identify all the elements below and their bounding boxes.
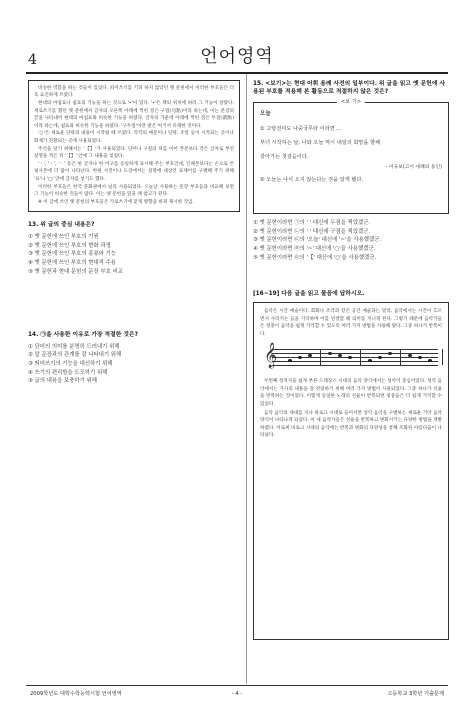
passage-paragraph: 두번째 성격지을 쉽게 부른 드레장스 시대의 음악 양식에서는 성악이 중심이었다. 성악 음악에서는 가사의 내용을 잘 전달하기 위해 여러 가지 방법이 사용되었다. 그중 하나가 선율을 반복하는 것이었다. 이렇게 동일한 노래의 선율이 반복되면 청중들은 더 쉽게 기억할 수 있었다. [260,379,442,408]
page-number: 4 [28,52,37,68]
question-15-title: 15. <보기>는 현대 어휘 용례 사전의 일부이다. 위 글을 읽고 옛 문헌에 사용된 부호를 적용해 본 활동으로 적절하지 않은 것은? [253,81,445,95]
option-item[interactable]: ④ 옛 문헌이라면 ㉣의 '~' 대신에 '○'을 사용했겠군. [253,246,376,253]
footer-rule [26,685,448,686]
footer-page-number: - 4 - [231,691,243,697]
left-column [28,80,240,386]
passage-paragraph: 이러한 부호들은 한국 문화권에서 널리 사용되었다. 오늘날 사용하는 문장 부호들과 비교해 보면 그 기능이 비슷한 것들이 많다. 이는 옛 문헌을 읽을 때 참고가 된다. [34,184,234,198]
page-title: 언어영역 [200,46,274,67]
option-item[interactable]: ④ 쓰기의 편리함을 도모하기 위해 [28,369,108,376]
passage-footnote: ※ 이 글에 쓰인 옛 문헌의 부호들은 가로쓰기에 맞게 방향을 바꿔 제시한 것임. [38,200,194,206]
option-item[interactable]: ① 옛 문헌이라면 ㉠의 ' ' 대신에 두점을 찍었겠군. [253,220,371,226]
question-13-title: 13. 위 글의 중심 내용은? [28,222,95,228]
option-item[interactable]: ③ 옛 문헌에 쓰인 부호의 종류와 기능 [28,251,117,258]
option-item[interactable]: ⑤ 옛 문헌과 현대 문헌의 문장 부호 비교 [28,268,123,275]
passage-paragraph: 음악은 시간 예술이다. 회화나 조각과 같은 공간 예술과는 달리, 음악에서는 시간이 흐르면서 사라지는 음을 기억하며 이를 연결할 때 의미를 지니게 된다. 그렇기 때문에 음악가들은 청중이 음악을 쉽게 기억할 수 있도록 여러 가지 방법을 사용해 왔다. 그중 하나가 반복이다. [260,308,442,337]
passage-paragraph: 현대의 마침표나 쉼표의 기능을 하는 것으로 '•'이 있다. '•'은 책의 위치에 따라 그 기능이 달랐다. 세로쓰기를 했던 옛 문헌에서 글자의 오른쪽 아래에 찍힌 점은 구점(句點)이라 하는데, 이는 문장의 끝을 나타내어 현대의 마침표와 비슷한 기능을 하였다. 글자의 가운데 아래에 찍힌 점은 두점(讀點)이라 하는데, 쉼표와 비슷한 기능을 하였다. '구두점'이란 말은 여기서 유래한 것이다. [34,101,234,129]
passage-paragraph: 주석을 달기 위해서는 '【】'가 사용되었다. 단어나 구절의 뒤를 이어 본문보다 작은 글자로 부연 설명을 적은 뒤 '【】' 안에 그 내용을 넣었다. [34,146,234,160]
footer-grade: 고등학교 3학년 기출문제 [387,691,444,697]
question-14-title: 14. ㉠을 사용한 이유로 가장 적절한 것은? [28,331,138,338]
section-16-19-title: [16~19] 다음 글을 읽고 물음에 답하시오. [253,290,365,297]
passage-paragraph: '○'은 새로운 단락의 내용이 시작될 때 쓰였다. 각각의 예문이나 단락, 조항 등이 시작되는 곳이나 화제가 전환되는 곳에 사용되었다. [34,131,234,144]
right-column [253,80,449,640]
column-divider [246,74,247,684]
option-item[interactable]: ⑤ 옛 문헌이라면 ㉤의 '【' 대신에 '○'을 사용했겠군. [253,254,377,261]
footer-exam-name: 2009학년도 대학수학능력시험 언어영역 [30,691,122,697]
question-13-options [28,233,240,277]
bogi-heading: 오늘 [260,111,271,117]
option-item[interactable]: ④ 옛 문헌에 쓰인 부호의 현대적 수용 [28,260,117,267]
option-item[interactable]: ⑤ 글의 내용을 보충하기 위해 [28,378,97,385]
bogi-note: - 이규보(고서 새해의 동인) [385,165,442,171]
header-rule [26,72,448,74]
passage-paragraph: 비슷한 역할을 하는 것들이 있었다. 띄어쓰기를 기피 하지 않았던 옛 문헌에서 이러한 부호들은 더욱 요긴하게 쓰였다. [34,86,234,99]
bogi-label: <보 기> [337,99,365,106]
option-item[interactable]: ③ 옛 문헌이라면 ㉢의 '오늘' 대신에 '~'을 사용했겠군. [253,237,382,244]
bogi-box [253,99,449,214]
option-item[interactable]: ② 옛 문헌이라면 ㉡의 ' ' 대신에 구점을 찍었겠군. [253,228,371,235]
music-staff [264,343,438,373]
passage-paragraph: 'ㆍ', 'ㆍ', 'ㆍ' 등은 한 글자나 한 어구를 동일하게 표시해 주는 부호인데, 인쇄본보다는 손으로 쓴 필사본에 더 많이 나타난다. 한편 사진이나 도장에서는 설명에 대상인 표제어를 구별해 주기 위해 '표'나 '□' 안에 글자를 넣기도 했다. [34,162,234,182]
bogi-line: 갈아가는 첫걸음이다. [260,154,309,161]
option-item[interactable]: ② 옛 문헌에 쓰인 부호의 변화 과정 [28,242,111,249]
option-item[interactable]: ① 단어의 의미를 분명히 드러내기 위해 [28,343,120,350]
option-item[interactable]: ③ 띄어쓰기의 기능을 대신하기 위해 [28,360,113,367]
treble-clef-icon: 𝄞 [264,343,278,369]
bogi-line: 부녀 시작하는 날, 나와 오늘 역시 내일의 회망을 향해 [260,140,381,147]
passage-box [28,80,240,212]
music-passage-box [253,302,449,640]
bogi-line: ① 고랑전미도 나중국무타 이라면 ... [260,126,342,133]
passage-paragraph: 음악 음악의 새대를 지나 바로크 시대로 들어서면 성악 음악을 구별하는 새로운 기악 음악 양식이 나타나게 되었다. 이 새 음악가들은 선율을 반복하고 변화시키는 다양한 방법을 개발하였다. 이로써 바로크 시대의 음악에는 반복과 변화의 다양성을 통해 조화된 아름다움이 나타났다. [260,410,442,439]
option-item[interactable]: ② 앞 문장과의 관계를 잘 나타내기 위해 [28,352,122,359]
question-15-options [253,219,449,263]
bogi-line: ⑤ 오늘는 나서 오지 않는다는 것을 알게 됐다. [260,177,364,184]
option-item[interactable]: ① 옛 문헌에 쓰인 부호의 기원 [28,234,99,240]
question-14-options [28,343,240,387]
